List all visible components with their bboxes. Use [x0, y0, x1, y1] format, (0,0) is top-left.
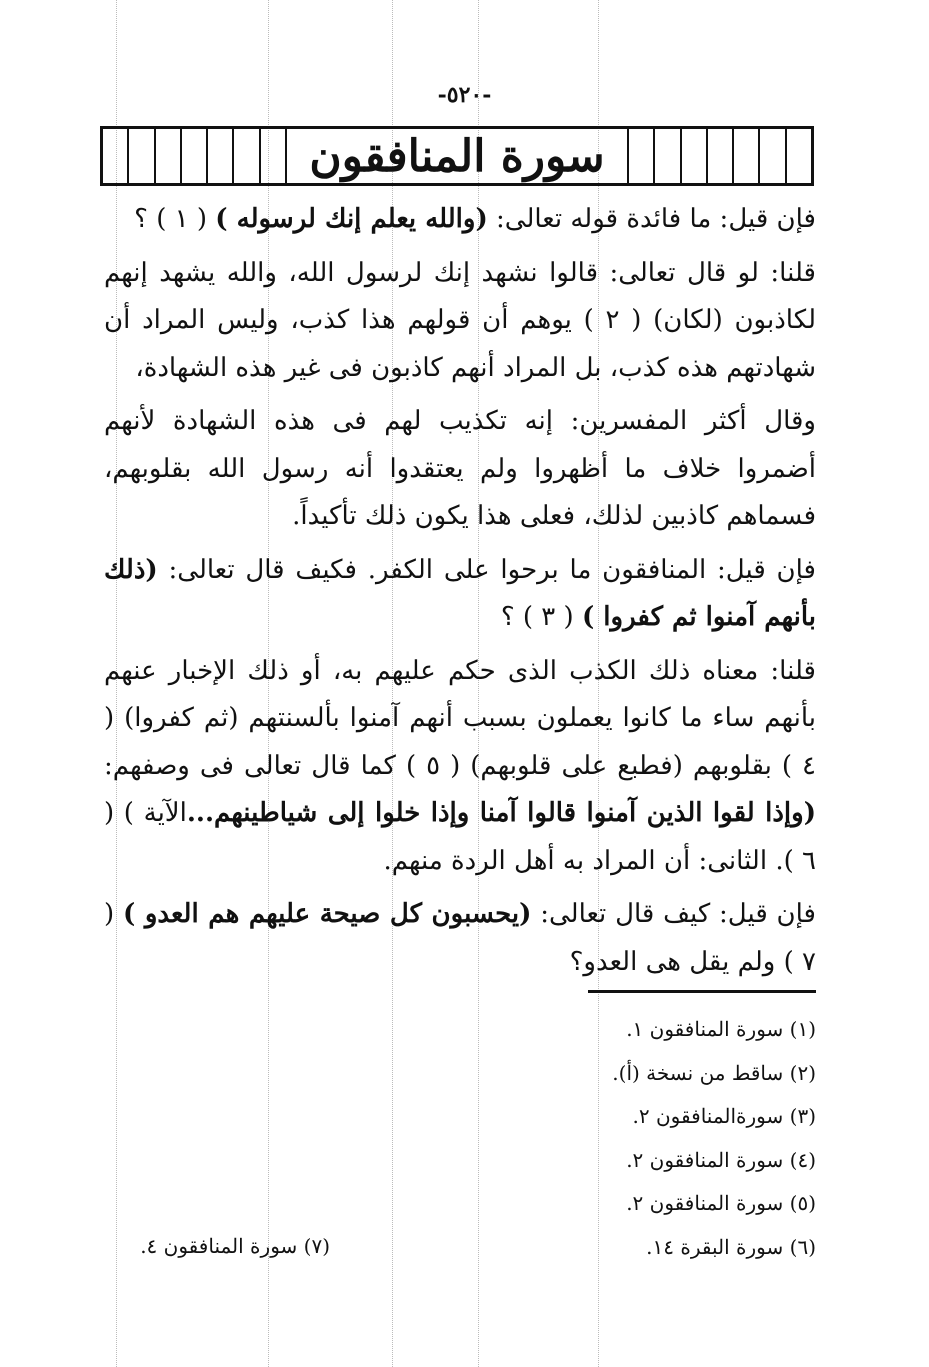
footnote: (٧) سورة المنافقون ٤. — [140, 1234, 330, 1258]
main-text — [104, 196, 816, 992]
quran-quote: (يحسبون كل صيحة عليهم هم العدو ) — [122, 899, 532, 929]
title-ornament-left — [103, 129, 285, 183]
paragraph-text: ( ٣ ) ؟ — [500, 602, 582, 632]
footnote: (٣) سورةالمنافقون ٢. — [632, 1104, 816, 1128]
paragraph — [104, 547, 816, 642]
paragraph-text: الآية ) ( ٦ ). الثانى: أن المراد به أهل الردة منهم. — [104, 798, 816, 876]
quran-quote: (ذلك بأنهم آمنوا ثم كفروا ) — [104, 554, 816, 632]
paragraph — [104, 196, 816, 244]
quran-quote: (وإذا لقوا الذين آمنوا قالوا آمنا وإذا خلوا إلى شياطينهم... — [186, 798, 816, 828]
quran-quote: (والله يعلم إنك لرسوله ) — [215, 204, 488, 234]
paragraph: قلنا: لو قال تعالى: قالوا نشهد إنك لرسول الله، والله يشهد إنهم لكاذبون (لكان) ( ٢ ) يوهم أن قولهم هذا كذب، وليس المراد أن شهادتهم هذه كذب، بل المراد أنهم كاذبون فى غير هذه الشهادة، — [104, 257, 817, 383]
paragraph-text: فإن قيل: ما فائدة قوله تعالى: — [487, 204, 816, 234]
paragraph-text: ( ٧ ) ولم يقل هى العدو؟ — [104, 899, 816, 977]
surah-title: سورة المنافقون — [285, 129, 629, 183]
footnote: (٥) سورة المنافقون ٢. — [626, 1191, 816, 1215]
paragraph — [104, 648, 816, 886]
footnote-divider — [588, 990, 816, 993]
footnote: (٢) ساقط من نسخة (أ). — [612, 1060, 816, 1085]
paragraph-text: فإن قيل: كيف قال تعالى: — [531, 899, 816, 929]
page-number: -٥٢٠- — [437, 82, 492, 108]
title-ornament-right — [629, 129, 811, 183]
footnotes — [560, 1008, 816, 1269]
footnote: (٦) سورة البقرة ١٤. — [646, 1234, 816, 1259]
paragraph — [104, 891, 816, 986]
paragraph-text: قلنا: معناه ذلك الكذب الذى حكم عليهم به، أو ذلك الإخبار عنهم بأنهم ساء ما كانوا يعملون بسبب أنهم آمنوا بألسنتهم (ثم كفروا) ( ٤ ) بقلوبهم (فطبع على قلوبهم) ( ٥ ) كما قال تعالى فى وصفهم: — [104, 655, 817, 781]
surah-title-frame — [100, 126, 814, 186]
paragraph: وقال أكثر المفسرين: إنه تكذيب لهم فى هذه الشهادة لأنهم أضمروا خلاف ما أظهروا ولم يعتقدوا أنه رسول الله بقلوبهم، فسماهم كاذبين لذلك، فعلى هذا يكون ذلك تأكيداً. — [104, 406, 816, 531]
footnote: (٤) سورة المنافقون ٢. — [626, 1147, 816, 1172]
paragraph-text: ( ١ ) ؟ — [134, 204, 216, 234]
footnote: (١) سورة المنافقون ١. — [626, 1017, 816, 1041]
paragraph-text: فإن قيل: المنافقون ما برحوا على الكفر. فكيف قال تعالى: — [157, 554, 816, 585]
